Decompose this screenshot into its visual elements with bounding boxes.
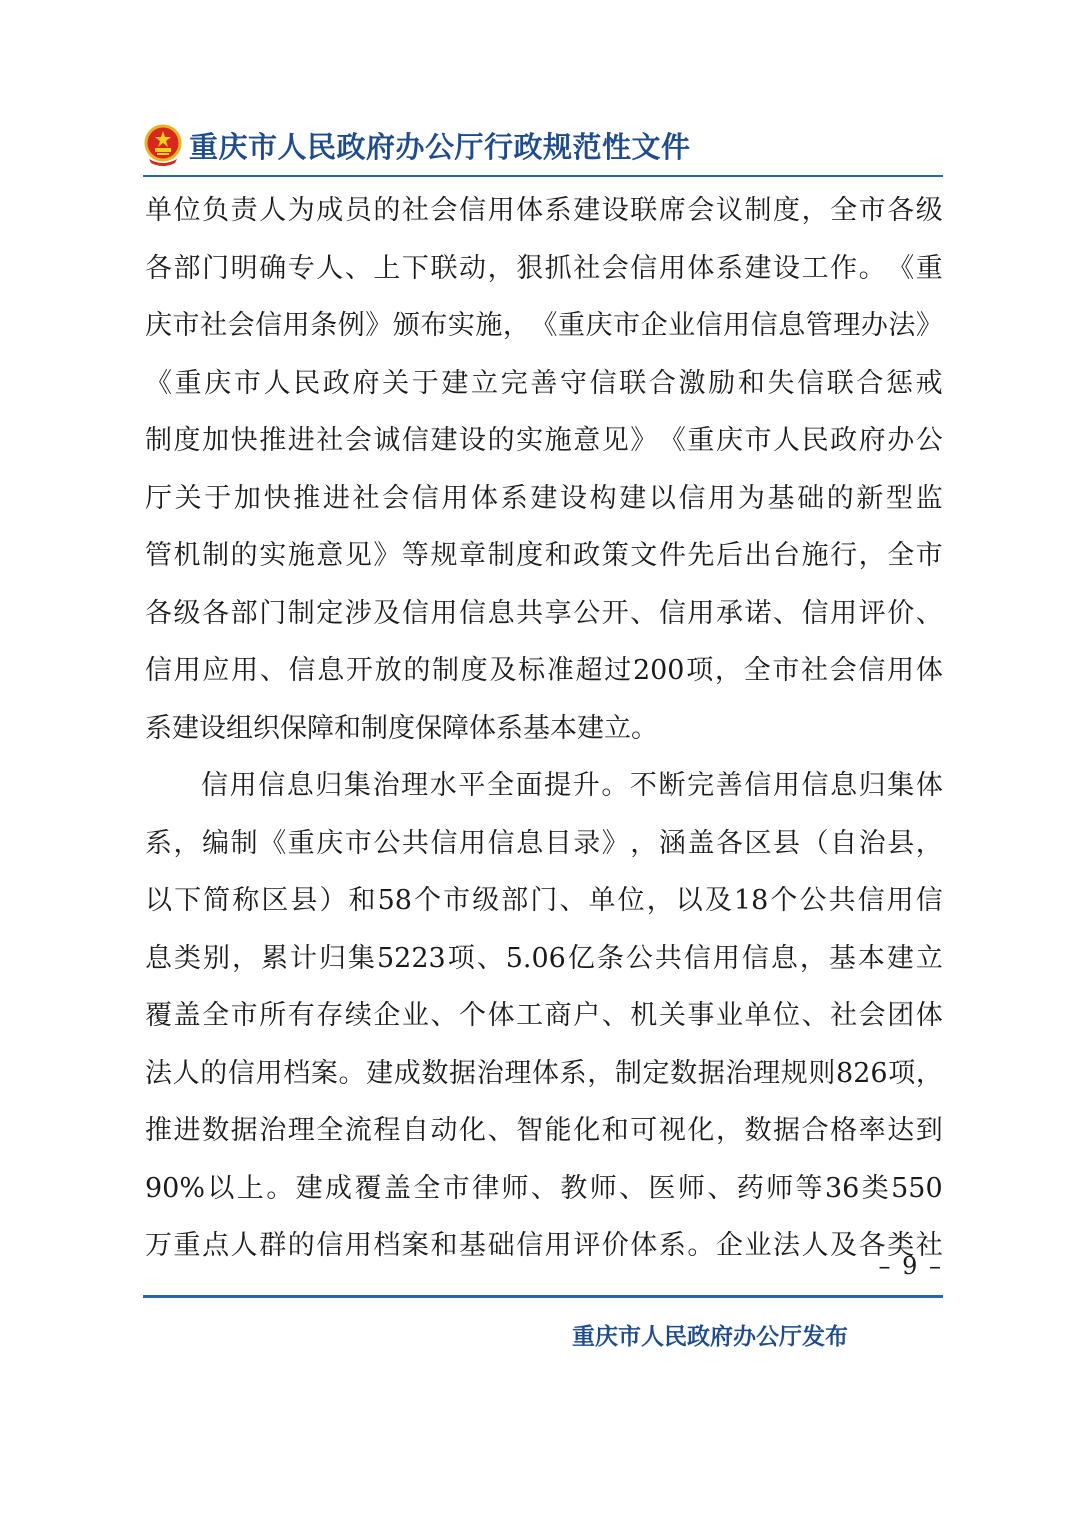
body-line: 息 类 别 ， 累 计 归 集 5223 项 、 5.06 亿 条 公 共 信 用 信 息 ， 基 本 建 立: [145, 942, 943, 974]
body-line: 以 下 简 称 区 县 ） 和 58 个 市 级 部 门 、 单 位 ， 以 及 18 个 公 共 信 用 信: [145, 885, 943, 916]
body-line: 各 级 各 部 门 制 定 涉 及 信 用 信 息 共 享 公 开 、 信 用 承 诺 、 信 用 评 价 、: [145, 597, 943, 629]
body-line: 系 建 设 组 织 保 障 和 制 度 保 障 体 系 基 本 建 立 。: [145, 712, 658, 744]
body-line: 覆 盖 全 市 所 有 存 续 企 业 、 个 体 工 商 户 、 机 关 事 业 单 位 、 社 会 团 体: [145, 1000, 943, 1031]
body-line: 制 度 加 快 推 进 社 会 诚 信 建 设 的 实 施 意 见 》 《 重 庆 市 人 民 政 府 办 公: [145, 425, 943, 456]
national-emblem-icon: [143, 123, 183, 167]
body-line: 90% 以 上 。 建 成 覆 盖 全 市 律 师 、 教 师 、 医 师 、 药 师 等 36 类 550: [145, 1172, 943, 1204]
body-line: 信 用 应 用 、 信 息 开 放 的 制 度 及 标 准 超 过 200 项 ， 全 市 社 会 信 用 体: [145, 655, 943, 686]
body-line: 庆 市 社 会 信 用 条 例 》 颁 布 实 施 ， 《 重 庆 市 企 业 信 用 信 息 管 理 办 法 》: [145, 310, 943, 341]
body-line: 厅 关 于 加 快 推 进 社 会 信 用 体 系 建 设 构 建 以 信 用 为 基 础 的 新 型 监: [145, 482, 943, 514]
document-body: [145, 182, 943, 1275]
body-line: 推 进 数 据 治 理 全 流 程 自 动 化 、 智 能 化 和 可 视 化 ， 数 据 合 格 率 达 到: [145, 1115, 943, 1146]
body-line: 《 重 庆 市 人 民 政 府 关 于 建 立 完 善 守 信 联 合 激 励 和 失 信 联 合 惩 戒: [145, 367, 943, 399]
body-line: 法 人 的 信 用 档 案 。 建 成 数 据 治 理 体 系 ， 制 定 数 据 治 理 规 则 826 项 ，: [145, 1057, 943, 1089]
body-line: 单 位 负 责 人 为 成 员 的 社 会 信 用 体 系 建 设 联 席 会 议 制 度 ， 全 市 各 级: [145, 195, 943, 226]
body-line: 管 机 制 的 实 施 意 见 》 等 规 章 制 度 和 政 策 文 件 先 后 出 台 施 行 ， 全 市: [145, 540, 943, 571]
page-number: – 9 –: [878, 1252, 943, 1280]
header-divider: [143, 175, 943, 177]
paragraph-first-line: 信 用 信 息 归 集 治 理 水 平 全 面 提 升 。 不 断 完 善 信 用 信 息 归 集 体: [201, 770, 943, 801]
footer-divider: [143, 1295, 943, 1298]
body-line: 系 ， 编 制 《 重 庆 市 公 共 信 用 信 息 目 录 》 ， 涵 盖 各 区 县 （ 自 治 县 ，: [145, 827, 943, 859]
header-title: 重庆市人民政府办公厅行政规范性文件: [189, 129, 691, 164]
footer-publisher: 重庆市人民政府办公厅发布: [572, 1324, 848, 1350]
document-header: [143, 118, 943, 172]
body-line: 万 重 点 人 群 的 信 用 档 案 和 基 础 信 用 评 价 体 系 。 企 业 法 人 及 各 类 社: [145, 1230, 943, 1261]
body-line: 各 部 门 明 确 专 人 、 上 下 联 动 ， 狠 抓 社 会 信 用 体 系 建 设 工 作 。 《 重: [145, 252, 943, 284]
